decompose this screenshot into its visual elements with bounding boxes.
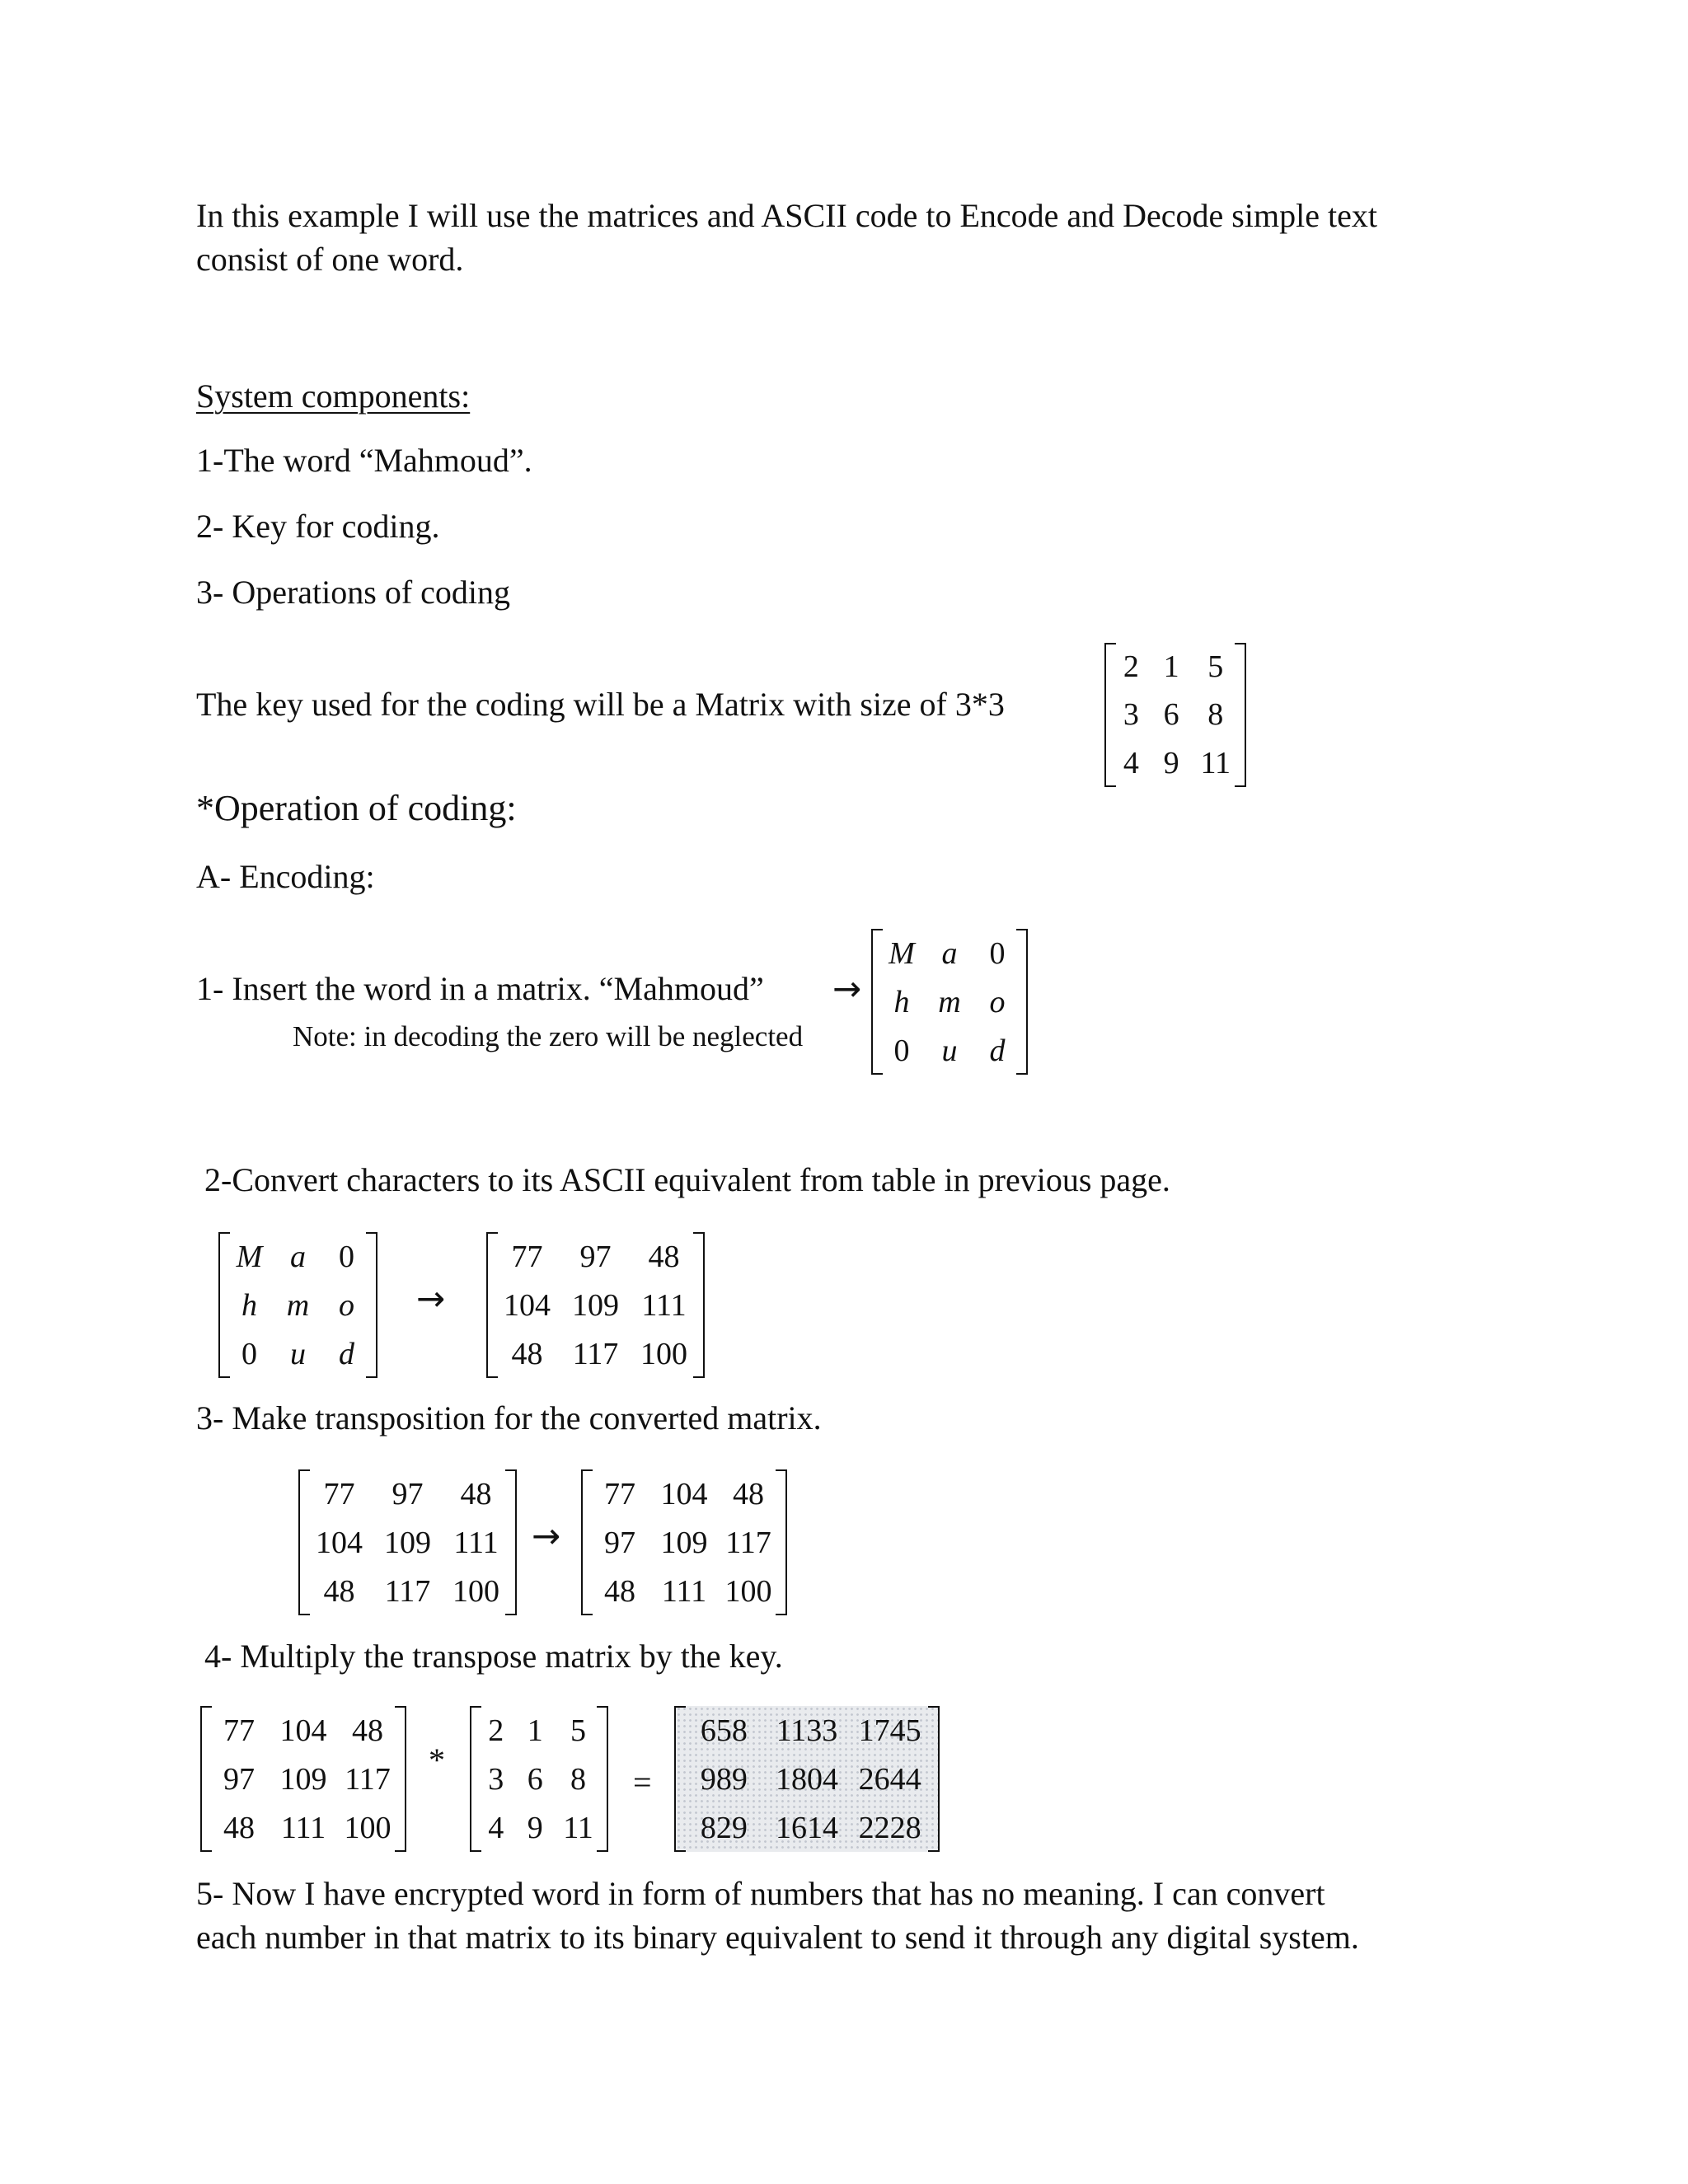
ascii-matrix xyxy=(486,1232,705,1378)
equals-sign: = xyxy=(633,1764,652,1801)
matrix-cell: 97 xyxy=(579,1239,612,1274)
matrix-cell: 0 xyxy=(893,1033,910,1068)
matrix-cell: 0 xyxy=(241,1336,257,1371)
matrix-cell: 100 xyxy=(344,1810,392,1845)
matrix-cell: m xyxy=(286,1287,310,1323)
components-heading: System components: xyxy=(196,377,471,415)
matrix-cell: 77 xyxy=(511,1239,543,1274)
matrix-cell: 9 xyxy=(527,1810,543,1845)
matrix-cell: o xyxy=(989,984,1006,1019)
matrix-cell: 4 xyxy=(488,1810,504,1845)
matrix-cell: 77 xyxy=(323,1476,355,1511)
matrix-cell: 48 xyxy=(460,1476,492,1511)
matrix-cell: 829 xyxy=(700,1810,748,1845)
matrix-cell: 48 xyxy=(604,1573,635,1609)
matrix-cell: 3 xyxy=(1123,697,1139,733)
step2-text: 2-Convert characters to its ASCII equivalent from table in previous page. xyxy=(204,1161,1170,1198)
matrix-cell: 0 xyxy=(989,935,1006,971)
component-item-3: 3- Operations of coding xyxy=(196,574,511,611)
matrix-cell: h xyxy=(893,984,910,1019)
ascii-matrix xyxy=(298,1469,517,1615)
step3-text: 3- Make transposition for the converted matrix. xyxy=(196,1399,822,1436)
matrix-cell: 2 xyxy=(488,1713,504,1748)
intro-line-2: consist of one word. xyxy=(196,241,464,278)
step1-note: Note: in decoding the zero will be neglected xyxy=(293,1020,804,1052)
matrix-cell: 109 xyxy=(279,1761,327,1797)
component-item-2: 2- Key for coding. xyxy=(196,508,440,545)
matrix-cell: 48 xyxy=(733,1476,764,1511)
matrix-cell: 6 xyxy=(527,1761,543,1797)
transpose-matrix xyxy=(581,1469,787,1615)
matrix-cell: o xyxy=(339,1287,354,1323)
matrix-cell: 1 xyxy=(527,1713,543,1748)
matrix-cell: 104 xyxy=(660,1476,708,1511)
matrix-cell: 5 xyxy=(570,1713,586,1748)
matrix-cell: 100 xyxy=(452,1573,499,1609)
matrix-cell: h xyxy=(241,1287,257,1323)
intro-line-1: In this example I will use the matrices and ASCII code to Encode and Decode simple text xyxy=(196,197,1377,234)
matrix-cell: 100 xyxy=(640,1336,687,1371)
matrix-cell: 1804 xyxy=(775,1761,838,1797)
result-matrix xyxy=(674,1706,940,1852)
operation-heading: *Operation of coding: xyxy=(196,788,517,828)
key-description: The key used for the coding will be a Matrix with size of 3*3 xyxy=(196,686,1005,723)
arrow-right-icon: → xyxy=(416,1278,446,1319)
matrix-cell: 989 xyxy=(700,1761,748,1797)
matrix-cell: 109 xyxy=(384,1525,431,1560)
matrix-cell: 97 xyxy=(604,1525,635,1560)
step5-line-2: each number in that matrix to its binary equivalent to send it through any digital system. xyxy=(196,1919,1359,1956)
matrix-cell: d xyxy=(989,1033,1006,1068)
matrix-cell: 77 xyxy=(604,1476,635,1511)
matrix-cell: 109 xyxy=(660,1525,708,1560)
step1-text: 1- Insert the word in a matrix. “Mahmoud” xyxy=(196,970,764,1007)
matrix-cell: 5 xyxy=(1207,649,1224,685)
matrix-cell: d xyxy=(339,1336,354,1371)
matrix-cell: m xyxy=(938,984,961,1019)
matrix-cell: 48 xyxy=(323,1573,355,1609)
matrix-cell: 6 xyxy=(1163,697,1179,733)
matrix-cell: 2644 xyxy=(858,1761,921,1797)
matrix-cell: 1614 xyxy=(775,1810,838,1845)
matrix-cell: 1745 xyxy=(858,1713,921,1748)
matrix-cell: 111 xyxy=(453,1525,499,1560)
matrix-cell: 117 xyxy=(572,1336,619,1371)
encoding-heading: A- Encoding: xyxy=(196,858,375,895)
matrix-cell: 2 xyxy=(1123,649,1139,685)
matrix-cell: 77 xyxy=(223,1713,255,1748)
matrix-cell: 111 xyxy=(661,1573,707,1609)
matrix-cell: 4 xyxy=(1123,745,1139,780)
step5-line-1: 5- Now I have encrypted word in form of numbers that has no meaning. I can convert xyxy=(196,1875,1325,1912)
matrix-cell: 9 xyxy=(1163,745,1179,780)
matrix-cell: 658 xyxy=(700,1713,748,1748)
matrix-cell: 104 xyxy=(316,1525,363,1560)
matrix-cell: 3 xyxy=(488,1761,504,1797)
matrix-cell: 48 xyxy=(648,1239,680,1274)
matrix-cell: 0 xyxy=(339,1239,354,1274)
matrix-cell: 111 xyxy=(641,1287,687,1323)
word-matrix xyxy=(218,1232,377,1378)
matrix-cell: 11 xyxy=(1200,745,1231,780)
component-item-1: 1-The word “Mahmoud”. xyxy=(196,442,532,479)
matrix-cell: a xyxy=(290,1239,306,1274)
matrix-cell: 97 xyxy=(392,1476,424,1511)
matrix-cell: 117 xyxy=(384,1573,431,1609)
matrix-cell: 100 xyxy=(724,1573,772,1609)
matrix-cell: 104 xyxy=(504,1287,551,1323)
matrix-cell: 11 xyxy=(563,1810,593,1845)
matrix-cell: 48 xyxy=(352,1713,383,1748)
matrix-cell: 2228 xyxy=(858,1810,921,1845)
arrow-right-icon: → xyxy=(832,968,862,1009)
matrix-cell: M xyxy=(236,1239,263,1274)
matrix-cell: 48 xyxy=(223,1810,255,1845)
multiply-sign: * xyxy=(429,1741,445,1779)
matrix-cell: 117 xyxy=(345,1761,391,1797)
matrix-cell: 117 xyxy=(725,1525,771,1560)
matrix-cell: 1133 xyxy=(776,1713,838,1748)
matrix-cell: M xyxy=(889,935,915,971)
key-matrix xyxy=(1104,643,1246,787)
matrix-cell: a xyxy=(941,935,958,971)
matrix-cell: 109 xyxy=(572,1287,619,1323)
word-matrix xyxy=(871,929,1028,1075)
matrix-cell: 8 xyxy=(570,1761,586,1797)
matrix-cell: 97 xyxy=(223,1761,255,1797)
matrix-cell: 104 xyxy=(279,1713,327,1748)
matrix-cell: 8 xyxy=(1207,697,1224,733)
matrix-cell: u xyxy=(290,1336,306,1371)
transpose-matrix xyxy=(200,1706,406,1852)
step4-text: 4- Multiply the transpose matrix by the key. xyxy=(204,1638,783,1675)
arrow-right-icon: → xyxy=(532,1516,561,1556)
matrix-cell: 48 xyxy=(511,1336,543,1371)
matrix-cell: 111 xyxy=(280,1810,326,1845)
matrix-cell: 1 xyxy=(1163,649,1179,685)
key-matrix xyxy=(470,1706,608,1852)
matrix-cell: u xyxy=(941,1033,958,1068)
